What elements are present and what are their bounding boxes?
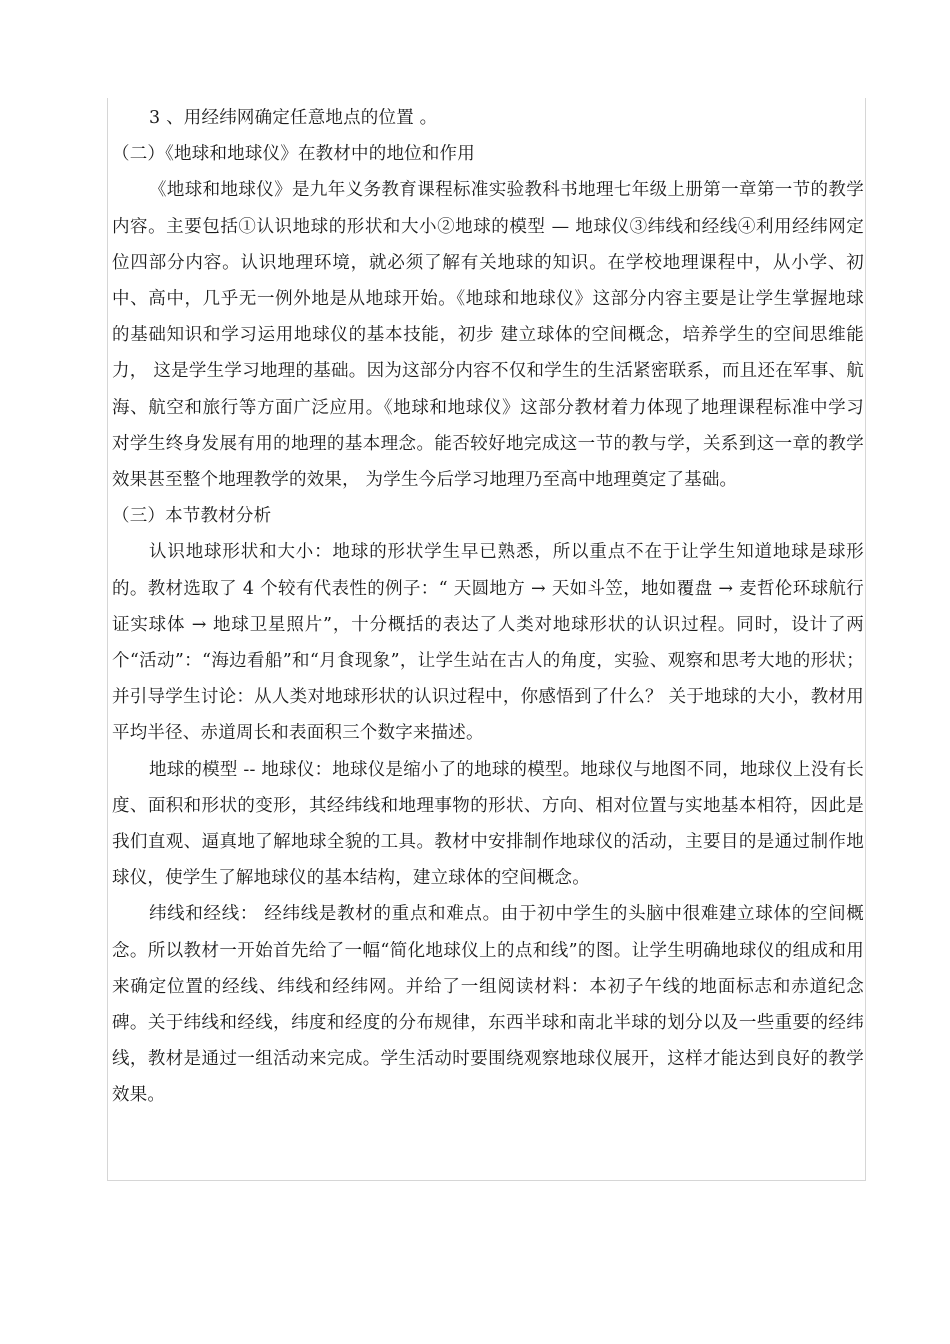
section-heading-3: （三）本节教材分析 — [112, 506, 272, 527]
section-3-paragraph-globe: 地球的模型 -- 地球仪：地球仪是缩小了的地球的模型。地球仪与地图不同，地球仪上没有长度、面积和形状的变形，其经纬线和地理事物的形状、方向、相对位置与实地基本相符，因此是我们直观、逼真地了解地球全貌的工具。教材中安排制作地球仪的活动，主要目的是通过制作地球仪，使学生了解地球仪的基本结构，建立球体的空间概念。 — [112, 759, 864, 889]
section-heading-2: （二）《地球和地球仪》在教材中的地位和作用 — [112, 144, 475, 165]
document-body — [112, 100, 864, 1114]
section-2-paragraph: 《地球和地球仪》是九年义务教育课程标准实验教科书地理七年级上册第一章第一节的教学内容。主要包括①认识地球的形状和大小②地球的模型 — 地球仪③纬线和经线④利用经纬网定位四部分内容。认识地理环境，就必须了解有关地球的知识。在学校地理课程中，从小学、初中、高中，几乎无一例外地是从地球开始。《地球和地球仪》这部分内容主要是让学生掌握地球的基础知识和学习运用地球仪的基本技能，初步 建立球体的空间概念，培养学生的空间思维能力， 这是学生学习地理的基础。因为这部分内容不仅和学生的生活紧密联系，而且还在军事、航海、航空和旅行等方面广泛应用。《地球和地球仪》这部分教材着力体现了地理课程标准中学习对学生终身发展有用的地理的基本理念。能否较好地完成这一节的教与学，关系到这一章的教学效果甚至整个地理教学的效果， 为学生今后学习地理乃至高中地理奠定了基础。 — [112, 180, 864, 491]
section-3-paragraph-lines: 纬线和经线： 经纬线是教材的重点和难点。由于初中学生的头脑中很难建立球体的空间概念。所以教材一开始首先给了一幅“简化地球仪上的点和线”的图。让学生明确地球仪的组成和用来确定位置的经线、纬线和经纬网。并给了一组阅读材料：本初子午线的地面标志和赤道纪念碑。关于纬线和经线，纬度和经度的分布规律，东西半球和南北半球的划分以及一些重要的经纬线，教材是通过一组活动来完成。学生活动时要围绕观察地球仪展开，这样才能达到良好的教学效果。 — [112, 904, 864, 1106]
list-item-3: 3 、用经纬网确定任意地点的位置 。 — [149, 108, 438, 128]
section-3-paragraph-shape: 认识地球形状和大小：地球的形状学生早已熟悉，所以重点不在于让学生知道地球是球形的。教材选取了 4 个较有代表性的例子：“ 天圆地方 → 天如斗笠，地如覆盘 → 麦哲伦环球航行证实球体 → 地球卫星照片”，十分概括的表达了人类对地球形状的认识过程。同时，设计了两个“活动”：“海边看船”和“月食现象”，让学生站在古人的角度，实验、观察和思考大地的形状；并引导学生讨论：从人类对地球形状的认识过程中，你感悟到了什么？ 关于地球的大小，教材用平均半径、赤道周长和表面积三个数字来描述。 — [112, 542, 864, 744]
